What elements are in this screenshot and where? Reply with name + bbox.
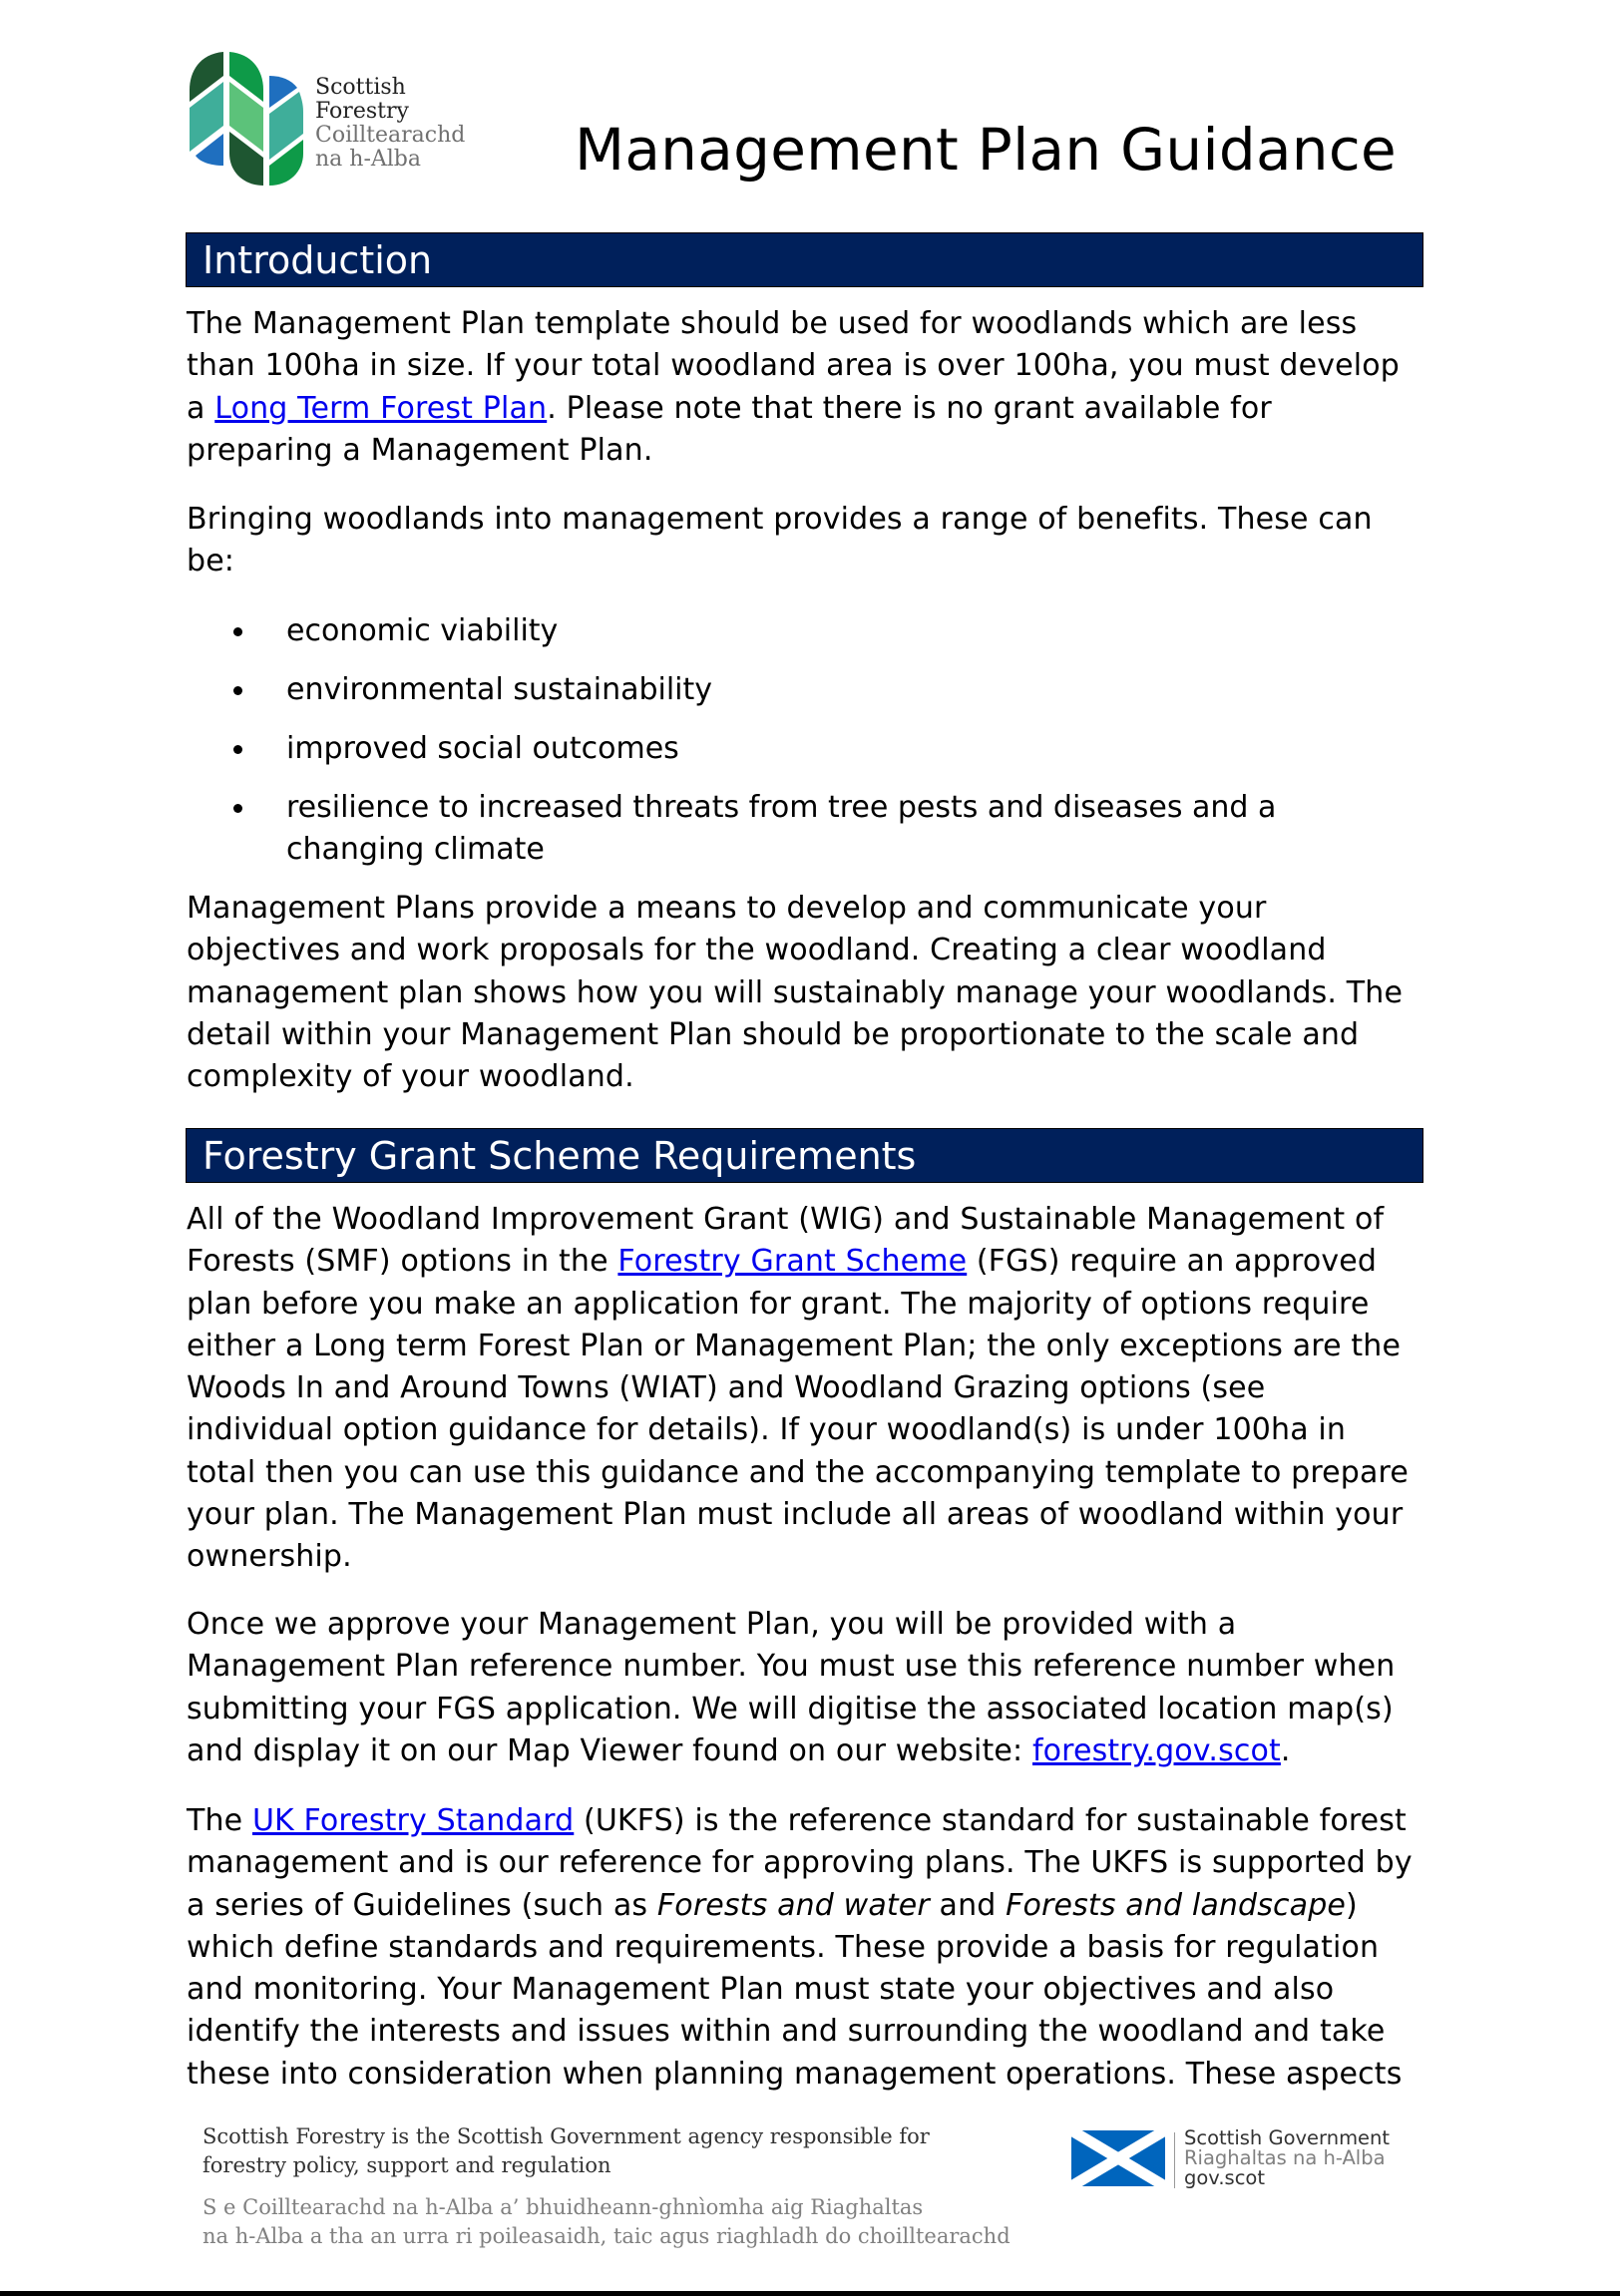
text-line bbox=[187, 1885, 1413, 1927]
text-fragment: (FGS) require an approved bbox=[967, 1244, 1378, 1280]
fgs-paragraph-3 bbox=[187, 1800, 1413, 2096]
text-line: be: bbox=[187, 544, 235, 579]
intro-paragraph-2 bbox=[187, 499, 1373, 583]
forestry-gov-scot-link[interactable]: forestry.gov.scot bbox=[1031, 1732, 1281, 1768]
intro-paragraph-1 bbox=[187, 303, 1400, 472]
brand-name-gd-line1: Coilltearachd bbox=[315, 123, 466, 148]
text-fragment: The bbox=[187, 1803, 252, 1838]
long-term-forest-plan-link[interactable]: Long Term Forest Plan bbox=[214, 390, 548, 426]
text-fragment: Forests (SMF) options in the bbox=[187, 1244, 618, 1280]
text-fragment: a series of Guidelines (such as bbox=[187, 1887, 657, 1923]
benefits-list bbox=[187, 610, 1423, 870]
brand-name-gd-line2: na h-Alba bbox=[315, 147, 422, 172]
brand-name-en-line1: Scottish bbox=[315, 75, 406, 100]
text-line bbox=[187, 1730, 1395, 1772]
text-line: plan before you make an application for grant. The majority of options require bbox=[187, 1286, 1370, 1322]
text-line: either a Long term Forest Plan or Management Plan; the only exceptions are the bbox=[187, 1328, 1402, 1363]
brand-name-en-line2: Forestry bbox=[315, 99, 409, 124]
text-line: management plan shows how you will sustainably manage your woodlands. The bbox=[187, 974, 1404, 1010]
sg-logo-line: Riaghaltas na h-Alba bbox=[1184, 2146, 1386, 2169]
text-line: individual option guidance for details). If your woodland(s) is under 100ha in bbox=[187, 1412, 1347, 1448]
fgs-paragraph-1 bbox=[187, 1199, 1409, 1579]
text-line: total then you can use this guidance and the accompanying template to prepare bbox=[187, 1454, 1409, 1490]
list-item-text: resilience to increased threats from tree pests and diseases and a bbox=[286, 790, 1277, 825]
section-heading-introduction bbox=[186, 232, 1423, 287]
text-line: your plan. The Management Plan must include all areas of woodland within your bbox=[187, 1497, 1404, 1533]
list-item-text: improved social outcomes bbox=[286, 731, 679, 766]
forestry-grant-scheme-link[interactable]: Forestry Grant Scheme bbox=[617, 1244, 968, 1280]
text-line: Woods In and Around Towns (WIAT) and Woodland Grazing options (see bbox=[187, 1370, 1266, 1406]
text-line: management and is our reference for approving plans. The UKFS is supported by bbox=[187, 1845, 1413, 1881]
scottish-government-logo-text bbox=[1184, 2128, 1390, 2188]
text-line: Once we approve your Management Plan, you will be provided with a bbox=[187, 1607, 1237, 1642]
text-line: The Management Plan template should be used for woodlands which are less bbox=[187, 306, 1358, 341]
saltire-flag-icon bbox=[1071, 2130, 1165, 2190]
text-line: preparing a Management Plan. bbox=[187, 432, 653, 468]
text-fragment: ) bbox=[1346, 1887, 1358, 1923]
text-line: Bringing woodlands into management provides a range of benefits. These can bbox=[187, 502, 1373, 537]
guideline-title: Forests and landscape bbox=[1006, 1887, 1347, 1923]
text-line bbox=[187, 1241, 1409, 1283]
page-title: Management Plan Guidance bbox=[575, 116, 1398, 184]
scottish-forestry-logo-icon bbox=[186, 50, 305, 188]
section-heading-text: Introduction bbox=[202, 238, 433, 282]
footer-line: na h-Alba a tha an urra ri poileasaidh, taic agus riaghladh do choilltearachd bbox=[202, 2224, 1011, 2248]
uk-forestry-standard-link[interactable]: UK Forestry Standard bbox=[251, 1803, 575, 1838]
sg-logo-line: Scottish Government bbox=[1184, 2126, 1391, 2149]
text-line: ownership. bbox=[187, 1539, 352, 1575]
section-heading-fgs-requirements bbox=[186, 1128, 1423, 1183]
text-line: All of the Woodland Improvement Grant (WIG) and Sustainable Management of bbox=[187, 1202, 1385, 1237]
bullet-icon bbox=[233, 745, 242, 754]
brand-name bbox=[315, 76, 465, 172]
bullet-icon bbox=[233, 627, 242, 636]
page-bottom-rule bbox=[0, 2291, 1620, 2296]
bullet-icon bbox=[233, 804, 242, 813]
list-item-text: environmental sustainability bbox=[286, 672, 713, 707]
text-line: than 100ha in size. If your total woodland area is over 100ha, you must develop bbox=[187, 348, 1400, 384]
text-fragment: . Please note that there is no grant available for bbox=[547, 390, 1272, 426]
guideline-title: Forests and water bbox=[656, 1887, 930, 1923]
text-line: and monitoring. Your Management Plan must state your objectives and also bbox=[187, 1972, 1335, 2008]
text-fragment: and bbox=[929, 1887, 1007, 1923]
footer-line: S e Coilltearachd na h-Alba a’ bhuidheann-ghnìomha aig Riaghaltas bbox=[202, 2195, 924, 2219]
text-line: these into consideration when planning management operations. These aspects bbox=[187, 2056, 1403, 2092]
sg-logo-line: gov.scot bbox=[1184, 2166, 1265, 2189]
intro-paragraph-3 bbox=[187, 888, 1403, 1098]
footer-line: Scottish Forestry is the Scottish Government agency responsible for bbox=[202, 2124, 930, 2148]
footer-line: forestry policy, support and regulation bbox=[202, 2153, 611, 2177]
list-item-text: economic viability bbox=[286, 613, 559, 648]
text-line bbox=[187, 388, 1400, 430]
list-item-text: changing climate bbox=[286, 832, 545, 867]
text-line: submitting your FGS application. We will digitise the associated location map(s) bbox=[187, 1691, 1394, 1726]
text-line: detail within your Management Plan should be proportionate to the scale and bbox=[187, 1016, 1360, 1052]
text-fragment: a bbox=[187, 390, 215, 426]
text-line: Management Plans provide a means to develop and communicate your bbox=[187, 891, 1267, 926]
section-heading-text: Forestry Grant Scheme Requirements bbox=[202, 1134, 917, 1178]
bullet-icon bbox=[233, 686, 242, 695]
text-line: Management Plan reference number. You must use this reference number when bbox=[187, 1649, 1396, 1685]
text-line: complexity of your woodland. bbox=[187, 1059, 634, 1095]
text-line: objectives and work proposals for the woodland. Creating a clear woodland bbox=[187, 933, 1327, 968]
fgs-paragraph-2 bbox=[187, 1604, 1395, 1772]
text-line: which define standards and requirements. These provide a basis for regulation bbox=[187, 1929, 1380, 1965]
text-line bbox=[187, 1800, 1413, 1842]
text-fragment: . bbox=[1280, 1732, 1291, 1768]
text-line: identify the interests and issues within and surrounding the woodland and take bbox=[187, 2014, 1386, 2050]
text-fragment: and display it on our Map Viewer found on our website: bbox=[187, 1732, 1032, 1768]
footer-english-statement bbox=[202, 2122, 930, 2180]
footer-gaelic-statement bbox=[202, 2193, 1011, 2251]
logo-divider bbox=[1174, 2132, 1175, 2188]
text-fragment: (UKFS) is the reference standard for sustainable forest bbox=[574, 1803, 1407, 1838]
